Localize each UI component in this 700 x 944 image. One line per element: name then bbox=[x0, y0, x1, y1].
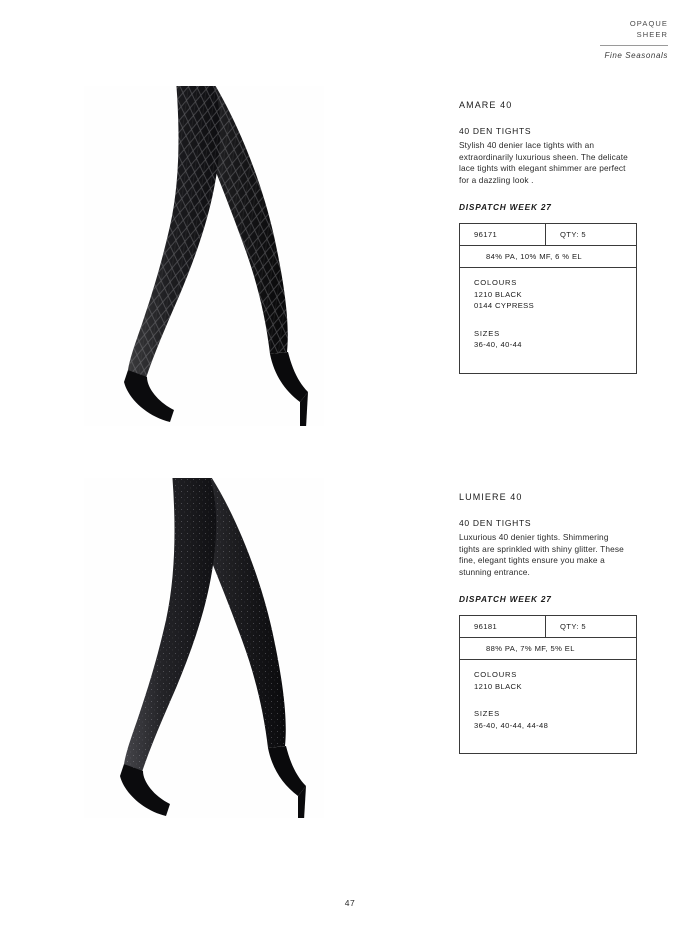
product-spec-table bbox=[459, 615, 637, 754]
header-subtitle: Fine Seasonals bbox=[604, 51, 668, 60]
product-photo-lumiere-40 bbox=[84, 478, 324, 818]
product-info bbox=[459, 492, 635, 754]
sizes-value: 36-40, 40-44, 44-48 bbox=[474, 720, 549, 730]
product-info bbox=[459, 100, 635, 374]
product-code: 96171 bbox=[460, 224, 546, 245]
colours-label: COLOURS bbox=[474, 670, 518, 680]
product-subtitle: 40 DEN TIGHTS bbox=[459, 518, 532, 528]
spec-row-code-qty bbox=[460, 616, 636, 638]
product-subtitle: 40 DEN TIGHTS bbox=[459, 126, 532, 136]
colours-label: COLOURS bbox=[474, 278, 518, 288]
sizes-label: SIZES bbox=[474, 709, 500, 719]
spec-row-code-qty bbox=[460, 224, 636, 246]
sizes-value: 36-40, 40-44 bbox=[474, 340, 522, 350]
colours-block bbox=[460, 268, 636, 324]
product-title: LUMIERE 40 bbox=[459, 492, 523, 502]
product-description: Luxurious 40 denier tights. Shimmering tights are sprinkled with shiny glitter. These fine, elegant tights ensure you make a stunning entrance. bbox=[459, 532, 624, 577]
spec-row-composition bbox=[460, 246, 636, 268]
page-header bbox=[600, 18, 668, 60]
dispatch-week: DISPATCH WEEK 27 bbox=[459, 594, 552, 605]
product-qty: QTY: 5 bbox=[560, 230, 587, 240]
sizes-label: SIZES bbox=[474, 328, 500, 338]
sizes-block bbox=[460, 324, 636, 373]
header-category-opaque: OPAQUE bbox=[629, 19, 668, 28]
legs-lace-tights-illustration bbox=[84, 86, 324, 426]
spec-row-details bbox=[460, 660, 636, 753]
product-qty: QTY: 5 bbox=[560, 622, 587, 632]
colour-item: 0144 CYPRESS bbox=[474, 301, 535, 311]
product-title: AMARE 40 bbox=[459, 100, 513, 110]
header-divider bbox=[600, 45, 668, 46]
page-number: 47 bbox=[344, 898, 356, 908]
product-description: Stylish 40 denier lace tights with an extraordinarily luxurious sheen. The delicate lace tights with elegant shimmer are perfect for a dazzling look . bbox=[459, 140, 628, 185]
colour-item: 1210 BLACK bbox=[474, 681, 522, 691]
spec-row-composition bbox=[460, 638, 636, 660]
dispatch-week: DISPATCH WEEK 27 bbox=[459, 202, 552, 213]
colour-item: 1210 BLACK bbox=[474, 289, 522, 299]
header-category-sheer: SHEER bbox=[636, 30, 668, 39]
product-spec-table bbox=[459, 223, 637, 374]
product-code: 96181 bbox=[460, 616, 546, 637]
sizes-block bbox=[460, 704, 636, 753]
product-photo-amare-40 bbox=[84, 86, 324, 426]
colours-block bbox=[460, 660, 636, 704]
legs-glitter-tights-illustration bbox=[84, 478, 324, 818]
product-composition: 88% PA, 7% MF, 5% EL bbox=[486, 644, 575, 654]
spec-row-details bbox=[460, 268, 636, 373]
product-composition: 84% PA, 10% MF, 6 % EL bbox=[486, 252, 583, 262]
